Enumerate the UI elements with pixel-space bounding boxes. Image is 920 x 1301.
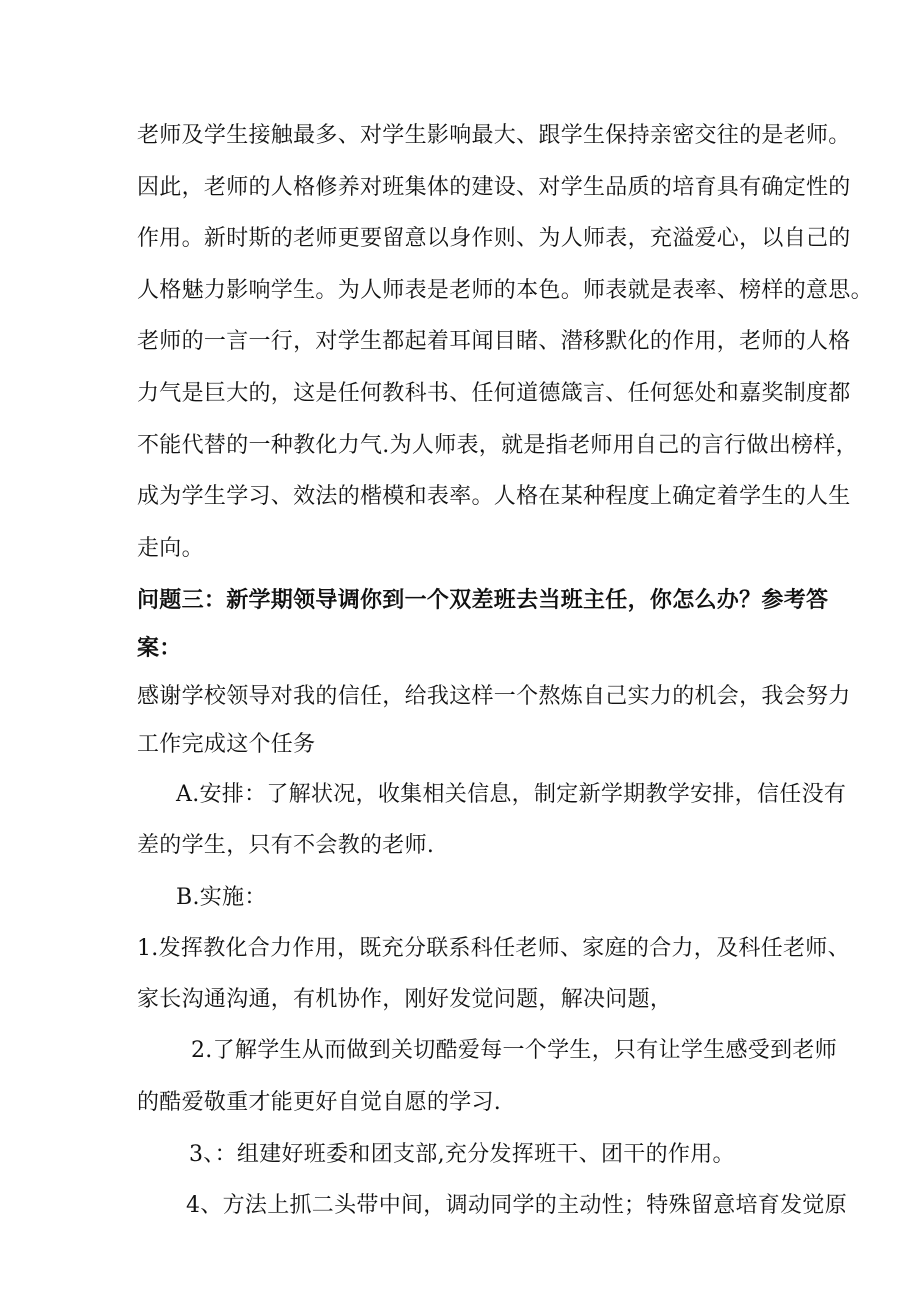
text-line: 2.了解学生从而做到关切酷爱每一个学生，只有让学生感受到老师 (191, 1038, 837, 1063)
text-line: 作用。新时斯的老师更要留意以身作则、为人师表，充溢爱心，以自己的 (137, 226, 851, 251)
question-line: 案： (137, 635, 182, 661)
text-line: 老师的一言一行，对学生都起着耳闻目睹、潜移默化的作用，老师的人格 (137, 329, 851, 354)
text-line: 3、：组建好班委和团支部,充分发挥班干、团干的作用。 (189, 1142, 735, 1167)
text-line: A.安排：了解状况，收集相关信息，制定新学期教学安排，信任没有 (176, 782, 847, 807)
text-line: 走向。 (137, 536, 204, 561)
question-line: 问题三：新学期领导调你到一个双差班去当班主任，你怎么办？参考答 (137, 587, 829, 613)
text-line: 家长沟通沟通，有机协作，刚好发觉问题，解决问题， (137, 987, 673, 1012)
text-line: 工作完成这个任务 (137, 732, 316, 757)
text-line: 差的学生，只有不会教的老师. (137, 833, 435, 858)
text-line: 力气是巨大的，这是任何教科书、任何道德箴言、任何惩处和嘉奖制度都 (137, 381, 851, 406)
text-line: 人格魅力影响学生。为人师表是老师的本色。师表就是表率、榜样的意思。 (137, 278, 873, 303)
text-line: 因此，老师的人格修养对班集体的建设、对学生品质的培育具有确定性的 (137, 175, 851, 200)
text-line: 4、方法上抓二头带中间，调动同学的主动性；特殊留意培育发觉原 (186, 1193, 847, 1218)
text-line: 不能代替的一种教化力气.为人师表，就是指老师用自己的言行做出榜样， (137, 433, 858, 458)
text-line: 的酷爱敬重才能更好自觉自愿的学习. (137, 1090, 502, 1115)
text-line: 1.发挥教化合力作用，既充分联系科任老师、家庭的合力，及科任老师、 (137, 936, 850, 961)
text-line: 老师及学生接触最多、对学生影响最大、跟学生保持亲密交往的是老师。 (137, 123, 851, 148)
text-line: B.实施： (176, 885, 267, 910)
text-line: 感谢学校领导对我的信任，给我这样一个熬炼自己实力的机会，我会努力 (137, 684, 851, 709)
text-line: 成为学生学习、效法的楷模和表率。人格在某种程度上确定着学生的人生 (137, 484, 851, 509)
